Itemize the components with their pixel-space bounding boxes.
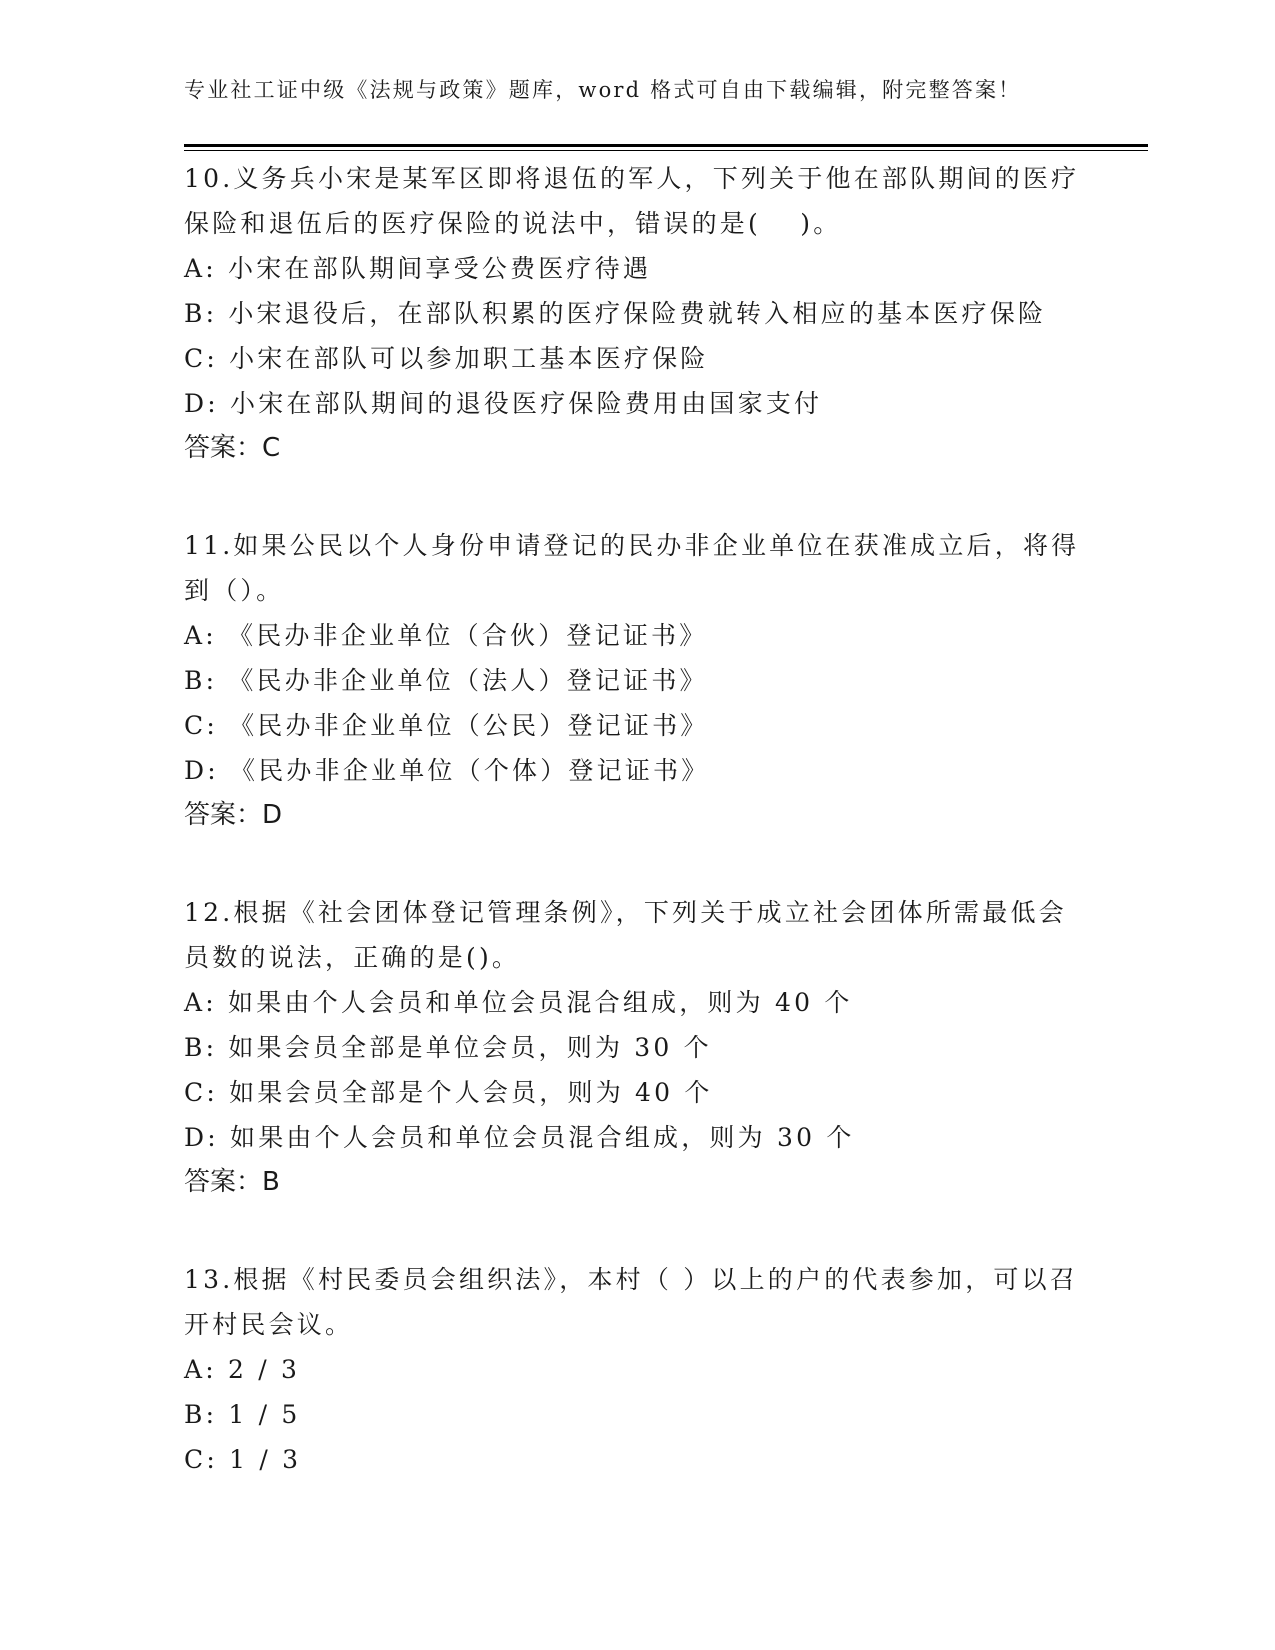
option-a: A: 《民办非企业单位（合伙）登记证书》 <box>184 621 708 650</box>
option-c: C: 1 / 3 <box>184 1445 302 1474</box>
question-10 <box>184 156 1084 471</box>
page-header: 专业社工证中级《法规与政策》题库，word 格式可自由下载编辑，附完整答案！ <box>184 78 1022 102</box>
question-text: 13.根据《村民委员会组织法》，本村（ ）以上的户的代表参加，可以召开村民会议。 <box>184 1265 1079 1339</box>
answer: 答案：C <box>184 433 281 463</box>
option-c: C: 《民办非企业单位（公民）登记证书》 <box>184 711 709 740</box>
option-a: A: 如果由个人会员和单位会员混合组成，则为 40 个 <box>184 988 853 1017</box>
question-12 <box>184 890 1084 1205</box>
option-d: D: 如果由个人会员和单位会员混合组成，则为 30 个 <box>184 1123 855 1152</box>
header-rule-thick <box>184 144 1148 147</box>
answer: 答案：D <box>184 800 283 830</box>
option-a: A: 2 / 3 <box>184 1355 301 1384</box>
question-text: 12.根据《社会团体登记管理条例》，下列关于成立社会团体所需最低会员数的说法，正确的是()。 <box>184 898 1067 972</box>
header-rule-thin <box>184 150 1148 151</box>
option-a: A: 小宋在部队期间享受公费医疗待遇 <box>184 254 652 283</box>
question-list <box>184 156 1084 1482</box>
answer: 答案：B <box>184 1167 280 1197</box>
question-text: 11.如果公民以个人身份申请登记的民办非企业单位在获准成立后，将得到（）。 <box>184 531 1080 605</box>
spacer <box>184 1205 1084 1257</box>
option-d: D: 《民办非企业单位（个体）登记证书》 <box>184 756 710 785</box>
option-c: C: 如果会员全部是个人会员，则为 40 个 <box>184 1078 713 1107</box>
option-b: B: 1 / 5 <box>184 1400 301 1429</box>
spacer <box>184 471 1084 523</box>
question-11 <box>184 523 1084 838</box>
question-13 <box>184 1257 1084 1482</box>
option-d: D: 小宋在部队期间的退役医疗保险费用由国家支付 <box>184 389 823 418</box>
spacer <box>184 838 1084 890</box>
question-text: 10.义务兵小宋是某军区即将退伍的军人，下列关于他在部队期间的医疗保险和退伍后的医疗保险的说法中，错误的是( )。 <box>184 164 1080 238</box>
option-b: B: 小宋退役后，在部队积累的医疗保险费就转入相应的基本医疗保险 <box>184 299 1047 328</box>
option-b: B: 如果会员全部是单位会员，则为 30 个 <box>184 1033 712 1062</box>
option-c: C: 小宋在部队可以参加职工基本医疗保险 <box>184 344 709 373</box>
option-b: B: 《民办非企业单位（法人）登记证书》 <box>184 666 708 695</box>
